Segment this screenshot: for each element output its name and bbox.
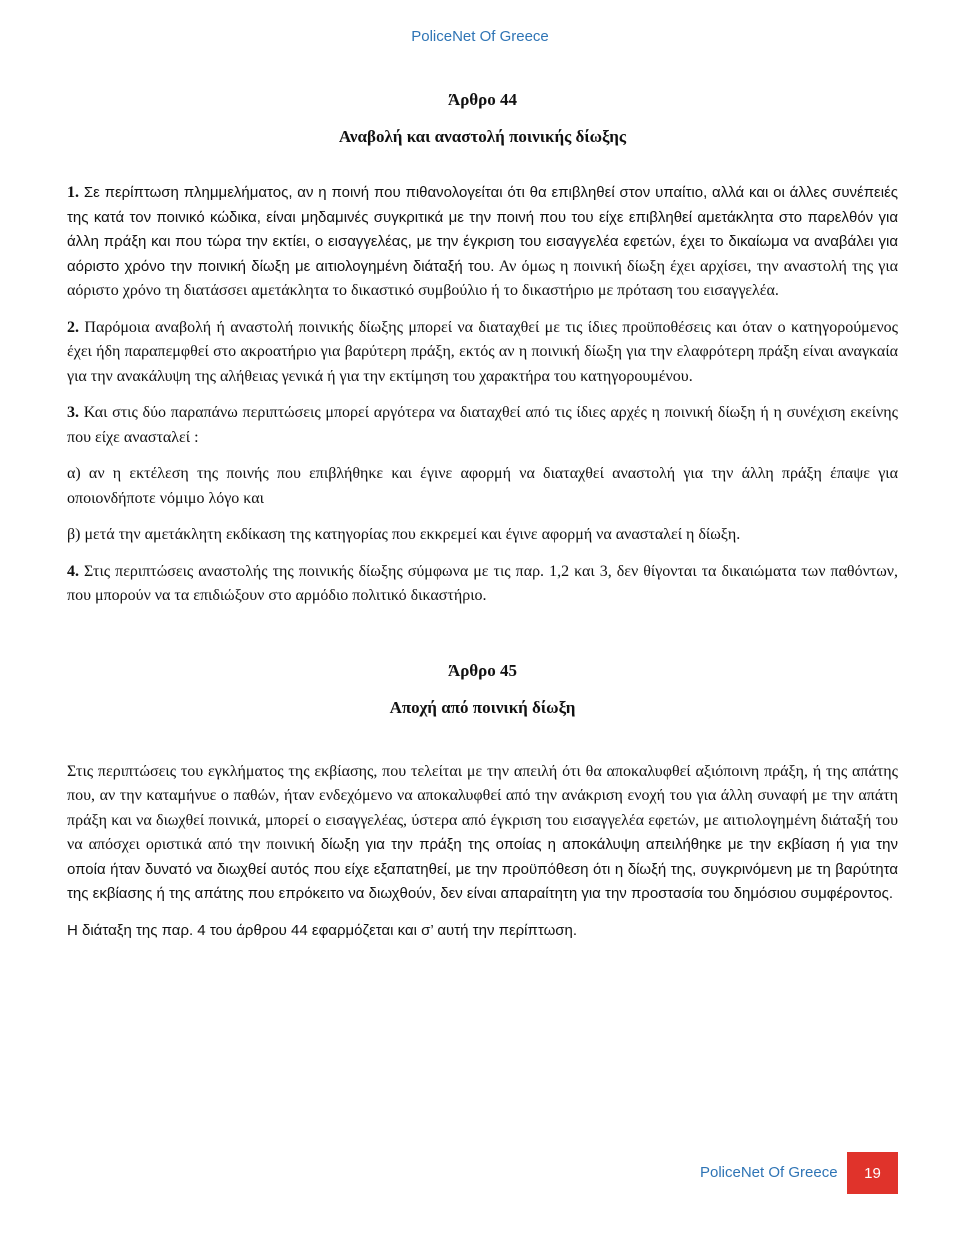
article-45-paragraph-2: Η διάταξη της παρ. 4 του άρθρου 44 εφαρμόζεται και σ’ αυτή την περίπτωση. [67, 921, 578, 939]
page-header: PoliceNet Of Greece [411, 28, 549, 45]
paragraph-text: Παρόμοια αναβολή ή αναστολή ποινικής δίωξης μπορεί να διαταχθεί με τις ίδιες προϋποθέσεις και όταν ο κατηγορούμενος έχει ήδη παραπεμφθεί στο ακροατήριο για βαρύτερη πράξη, εκτός αν η ποινική δίωξη για την ελαφρότερη πράξη είναι αναγκαία για την ανακάλυψη της αλήθειας γενικά ή για την εκτίμηση του χαρακτήρα του κατηγορουμένου. [67, 318, 898, 385]
article-44-paragraph-4 [67, 560, 898, 609]
article-45-paragraph-1 [67, 760, 898, 907]
article-44-paragraph-3b: β) μετά την αμετάκλητη εκδίκαση της κατηγορίας που εκκρεμεί και έγινε αφορμή να ανασταλεί η δίωξη. [67, 526, 741, 543]
paragraph-number: 2. [67, 318, 79, 336]
document-body [67, 88, 898, 943]
paragraph-text: Στις περιπτώσεις του εγκλήματος της εκβίασης, που τελείται με την απειλή ότι θα αποκαλυφθεί αξιόποινη πράξη, ή της απάτης που, αν την καταμήνυε ο παθών, ήταν ενδεχόμενο να αποκαλυφθεί από την ανάκριση ενοχή του για άλλη συναφή με την απάτη πράξη και να διωχθεί ποινικά, μπορεί ο εισαγγελέας, ύστερα από έγκριση του εισαγγελέα εφετών, με αιτιολογημένη διάταξή του να απόσχει οριστικά από την ποινική [67, 762, 898, 853]
paragraph-text: Αν όμως η ποινική δίωξη έχει αρχίσει, την αναστολή της για αόριστο χρόνο τη διατάσσει αμετάκλητα το δικαστικό συμβούλιο ή το δικαστήριο με πρόταση του εισαγγελέα. [67, 257, 898, 299]
article-45-title: Αποχή από ποινική δίωξη [389, 697, 576, 717]
article-44-paragraph-3 [67, 401, 898, 450]
page-number-badge: 19 [847, 1152, 898, 1194]
paragraph-text: Και στις δύο παραπάνω περιπτώσεις μπορεί αργότερα να διαταχθεί από τις ίδιες αρχές η ποινική δίωξη ή η συνέχιση εκείνης που είχε ανασταλεί : [67, 404, 898, 446]
paragraph-text: δίωξη για την πράξη της οποίας η αποκάλυψη απειλήθηκε με την εκβίαση ή για την οποία ήταν δυνατό να διωχθεί αυτός που είχε εξαπατηθεί, με την προϋπόθεση ότι η δίωξή της, συγκρινόμενη με τη βαρύτητα της εκβίασης ή της απάτης που επρόκειτο να διωχθούν, δεν είναι απαραίτητη για την προστασία του δημόσιου συμφέροντος. [67, 836, 898, 902]
article-44-title: Αναβολή και αναστολή ποινικής δίωξης [338, 127, 627, 146]
paragraph-number: 3. [67, 404, 79, 421]
article-44-paragraph-2 [67, 316, 898, 390]
article-45-number: Άρθρο 45 [447, 660, 518, 680]
article-44-number: Άρθρο 44 [447, 90, 518, 109]
paragraph-number: 1. [67, 184, 79, 201]
article-44-paragraph-3a: α) αν η εκτέλεση της ποινής που επιβλήθηκε και έγινε αφορμή να διαταχθεί αναστολή για την άλλη πράξη έπαψε για οποιονδήποτε νόμιμο λόγο και [67, 465, 898, 507]
paragraph-text: Στις περιπτώσεις αναστολής της ποινικής δίωξης σύμφωνα με τις παρ. 1,2 και 3, δεν θίγονται τα δικαιώματα των παθόντων, που μπορούν να τα επιδιώξουν στο αρμόδιο πολιτικό δικαστήριο. [67, 562, 898, 604]
article-44-paragraph-1 [67, 181, 898, 304]
footer-title: PoliceNet Of Greece [700, 1164, 838, 1181]
paragraph-text: Σε περίπτωση πλημμελήματος, αν η ποινή που πιθανολογείται ότι θα επιβληθεί στον υπαίτιο, αλλά και οι άλλες συνέπειές της κατά τον ποινικό κώδικα, είναι μηδαμινές συγκριτικά με την ποινή που του είχε επιβληθεί αμετάκλητα στο παρελθόν για άλλη πράξη και που τώρα την εκτίει, ο εισαγγελέας, με την έγκριση του εισαγγελέα εφετών, έχει το δικαίωμα να αναβάλει για αόριστο χρόνο την ποινική δίωξη με αιτιολογημένη διάταξή του. [67, 184, 898, 275]
paragraph-number: 4. [67, 562, 79, 580]
